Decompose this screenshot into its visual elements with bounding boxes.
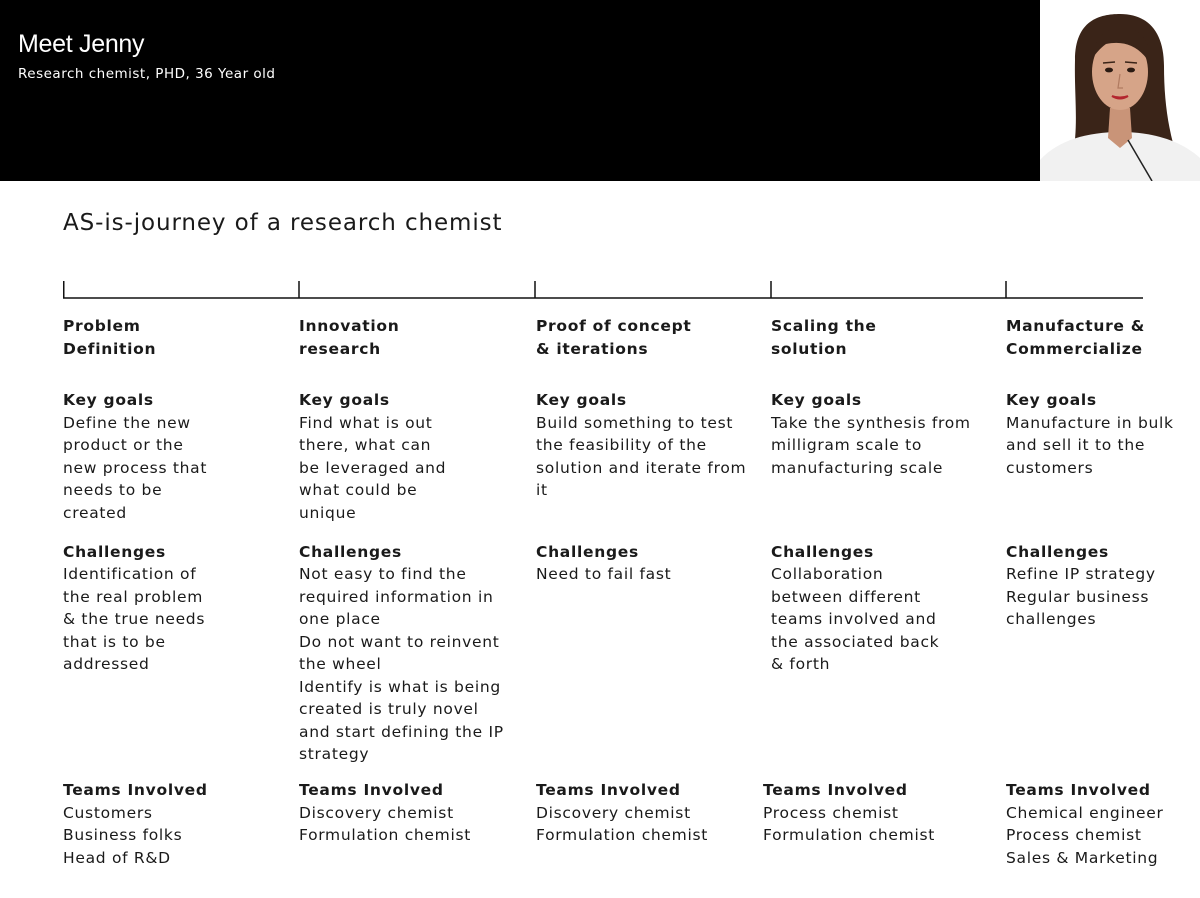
challenges-text: Identification of the real problem & the true needs that is to be addressed (63, 565, 206, 673)
teams-label: Teams Involved (299, 781, 444, 799)
key-goals-label: Key goals (299, 391, 390, 409)
journey-timeline (63, 281, 1143, 299)
teams-text: Customers Business folks Head of R&D (63, 803, 183, 867)
stage-title: Problem Definition (63, 317, 157, 358)
persona-name: Meet Jenny (18, 30, 145, 58)
stage-title: Proof of concept & iterations (536, 317, 692, 358)
key-goals-label: Key goals (63, 391, 154, 409)
challenges-text: Collaboration between different teams involved and the associated back & forth (771, 565, 940, 673)
stage-title: Innovation research (299, 317, 400, 358)
stage-column (536, 315, 746, 586)
challenges-label: Challenges (771, 542, 874, 561)
teams-block (536, 779, 708, 847)
key-goals-label: Key goals (771, 391, 862, 409)
teams-block (763, 779, 935, 847)
stage-column (299, 315, 504, 766)
teams-label: Teams Involved (63, 781, 208, 799)
portrait-image (1040, 0, 1200, 181)
teams-text: Discovery chemist Formulation chemist (536, 803, 709, 844)
persona-header (0, 0, 1200, 181)
challenges-text: Need to fail fast (536, 565, 672, 583)
stage-column (771, 315, 971, 676)
key-goals-text: Take the synthesis from milligram scale to manufacturing scale (771, 413, 971, 477)
challenges-label: Challenges (63, 542, 166, 561)
stage-column (1006, 315, 1174, 631)
key-goals-text: Define the new product or the new process that needs to be created (63, 413, 208, 522)
teams-text: Chemical engineer Process chemist Sales & Marketing (1006, 803, 1164, 867)
persona-description: Research chemist, PHD, 36 Year old (18, 66, 276, 82)
teams-block (63, 779, 208, 869)
teams-label: Teams Involved (763, 781, 908, 799)
key-goals-label: Key goals (1006, 391, 1097, 409)
key-goals-text: Manufacture in bulk and sell it to the customers (1006, 413, 1174, 477)
key-goals-text: Find what is out there, what can be leveraged and what could be unique (299, 413, 447, 522)
key-goals-text: Build something to test the feasibility of the solution and iterate from it (536, 413, 747, 499)
key-goals-label: Key goals (536, 391, 627, 409)
teams-block (299, 779, 471, 847)
teams-block (1006, 779, 1164, 869)
teams-text: Process chemist Formulation chemist (763, 803, 936, 844)
challenges-label: Challenges (536, 542, 639, 561)
stage-column (63, 315, 207, 676)
teams-label: Teams Involved (1006, 781, 1151, 799)
stage-title: Manufacture & Commercialize (1006, 317, 1145, 358)
teams-label: Teams Involved (536, 781, 681, 799)
challenges-text: Not easy to find the required information in one place Do not want to reinvent the wheel Identify is what is being created is truly novel and start defining the IP strategy (299, 565, 504, 763)
stage-title: Scaling the solution (771, 317, 877, 358)
teams-text: Discovery chemist Formulation chemist (299, 803, 472, 844)
challenges-label: Challenges (299, 542, 402, 561)
journey-heading: AS-is-journey of a research chemist (63, 210, 503, 236)
challenges-text: Refine IP strategy Regular business challenges (1006, 565, 1156, 628)
challenges-label: Challenges (1006, 542, 1109, 561)
persona-photo (1040, 0, 1200, 181)
